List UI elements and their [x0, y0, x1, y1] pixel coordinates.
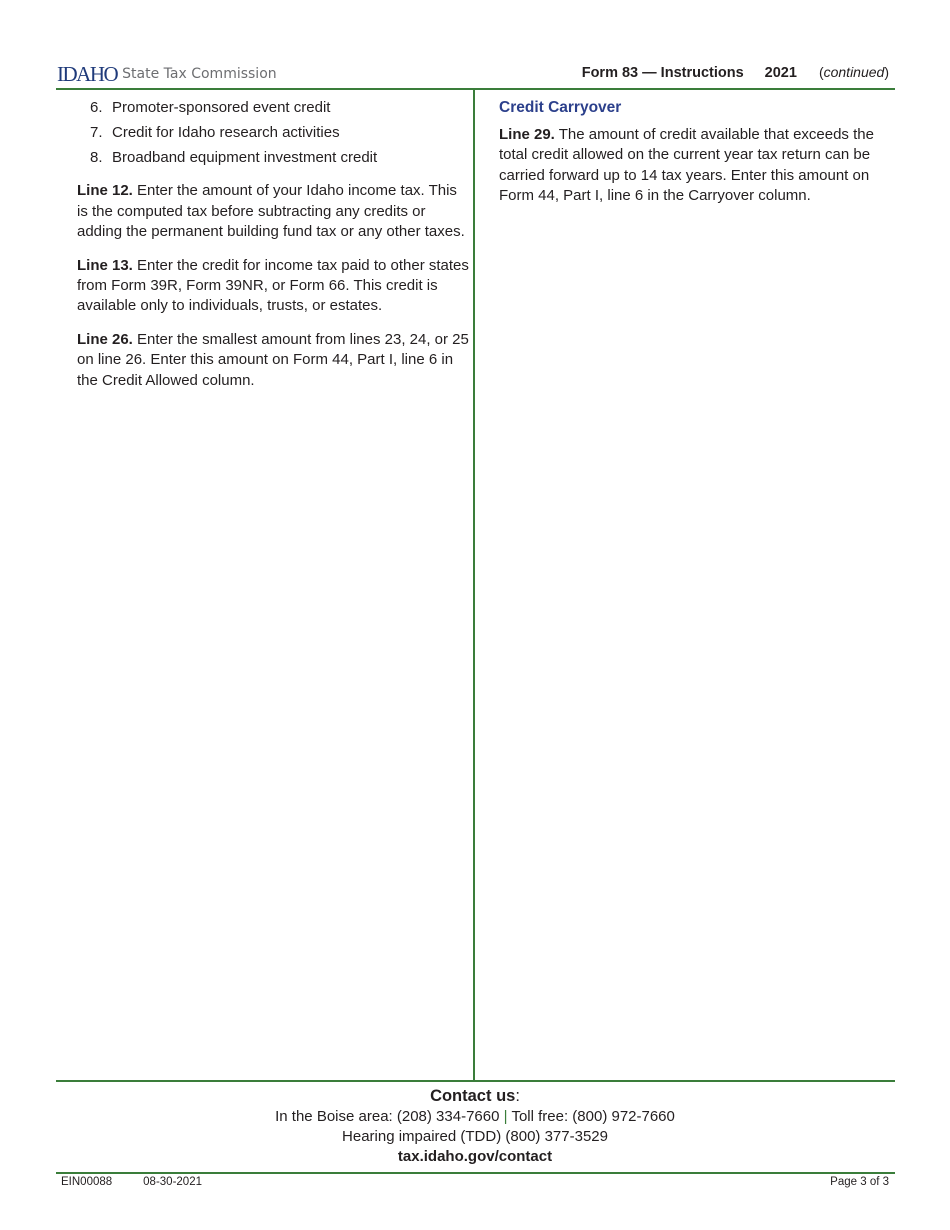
line-text: Enter the smallest amount from lines 23, 24, or 25 on line 26. Enter this amount on Form 44, Part I, line 6 in the Credit Allowed column.	[77, 330, 469, 389]
line-label: Line 13.	[77, 256, 133, 274]
footer-meta	[61, 1176, 202, 1188]
page-header	[57, 62, 895, 88]
logo-wordmark: IDAHO	[57, 61, 118, 86]
continued-text: continued	[823, 64, 885, 80]
contact-rule	[56, 1080, 895, 1082]
list-text: Promoter-sponsored event credit	[112, 99, 331, 116]
contact-heading: Contact us	[430, 1087, 516, 1105]
column-divider	[473, 89, 475, 1081]
page-number: Page 3 of 3	[830, 1176, 889, 1188]
form-code: EIN00088	[61, 1176, 113, 1188]
contact-title: Contact us:	[430, 1087, 520, 1105]
left-column	[77, 98, 469, 404]
header-rule	[56, 88, 895, 90]
contact-link[interactable]: tax.idaho.gov/contact	[397, 1148, 553, 1165]
line-29-paragraph	[499, 125, 883, 207]
form-title: Form 83 — Instructions	[581, 65, 744, 81]
credit-carryover-heading: Credit Carryover	[499, 99, 622, 116]
right-column	[499, 98, 883, 220]
list-number: 7.	[90, 124, 103, 141]
line-13-paragraph	[77, 256, 469, 317]
list-number: 8.	[90, 149, 103, 166]
contact-phones	[0, 1107, 950, 1127]
tollfree-phone: Toll free: (800) 972-7660	[511, 1108, 675, 1125]
continued-label: (continued)	[818, 64, 889, 80]
footer-rule	[56, 1172, 895, 1174]
tdd-phone: Hearing impaired (TDD) (800) 377-3529	[342, 1128, 608, 1145]
line-text: The amount of credit available that exceeds the total credit allowed on the current year tax return can be carried forward up to 14 tax years. Enter this amount on Form 44, Part I, line 6 in the Carryover column.	[499, 126, 874, 205]
line-12-paragraph	[77, 181, 469, 242]
list-text: Broadband equipment investment credit	[112, 149, 378, 166]
line-text: Enter the credit for income tax paid to other states from Form 39R, Form 39NR, or Form 66. This credit is available only to individuals, trusts, or estates.	[77, 256, 469, 315]
logo-agency-name: State Tax Commission	[122, 66, 277, 82]
line-text: Enter the amount of your Idaho income tax. This is the computed tax before subtracting any credits or adding the permanent building fund tax or any other taxes.	[77, 182, 465, 241]
line-label: Line 12.	[77, 182, 133, 200]
list-item	[77, 148, 469, 168]
boise-phone: In the Boise area: (208) 334-7660	[275, 1108, 500, 1125]
line-26-paragraph	[77, 330, 469, 391]
line-label: Line 29.	[499, 126, 555, 143]
revision-date: 08-30-2021	[143, 1176, 202, 1188]
form-year: 2021	[764, 65, 797, 81]
list-item	[77, 98, 469, 118]
list-number: 6.	[90, 99, 103, 116]
credit-list	[77, 98, 469, 168]
idaho-logo	[57, 62, 277, 86]
phone-separator: |	[503, 1108, 508, 1125]
line-label: Line 26.	[77, 330, 133, 348]
list-text: Credit for Idaho research activities	[112, 124, 340, 141]
header-form-info	[582, 64, 889, 81]
list-item	[77, 123, 469, 143]
